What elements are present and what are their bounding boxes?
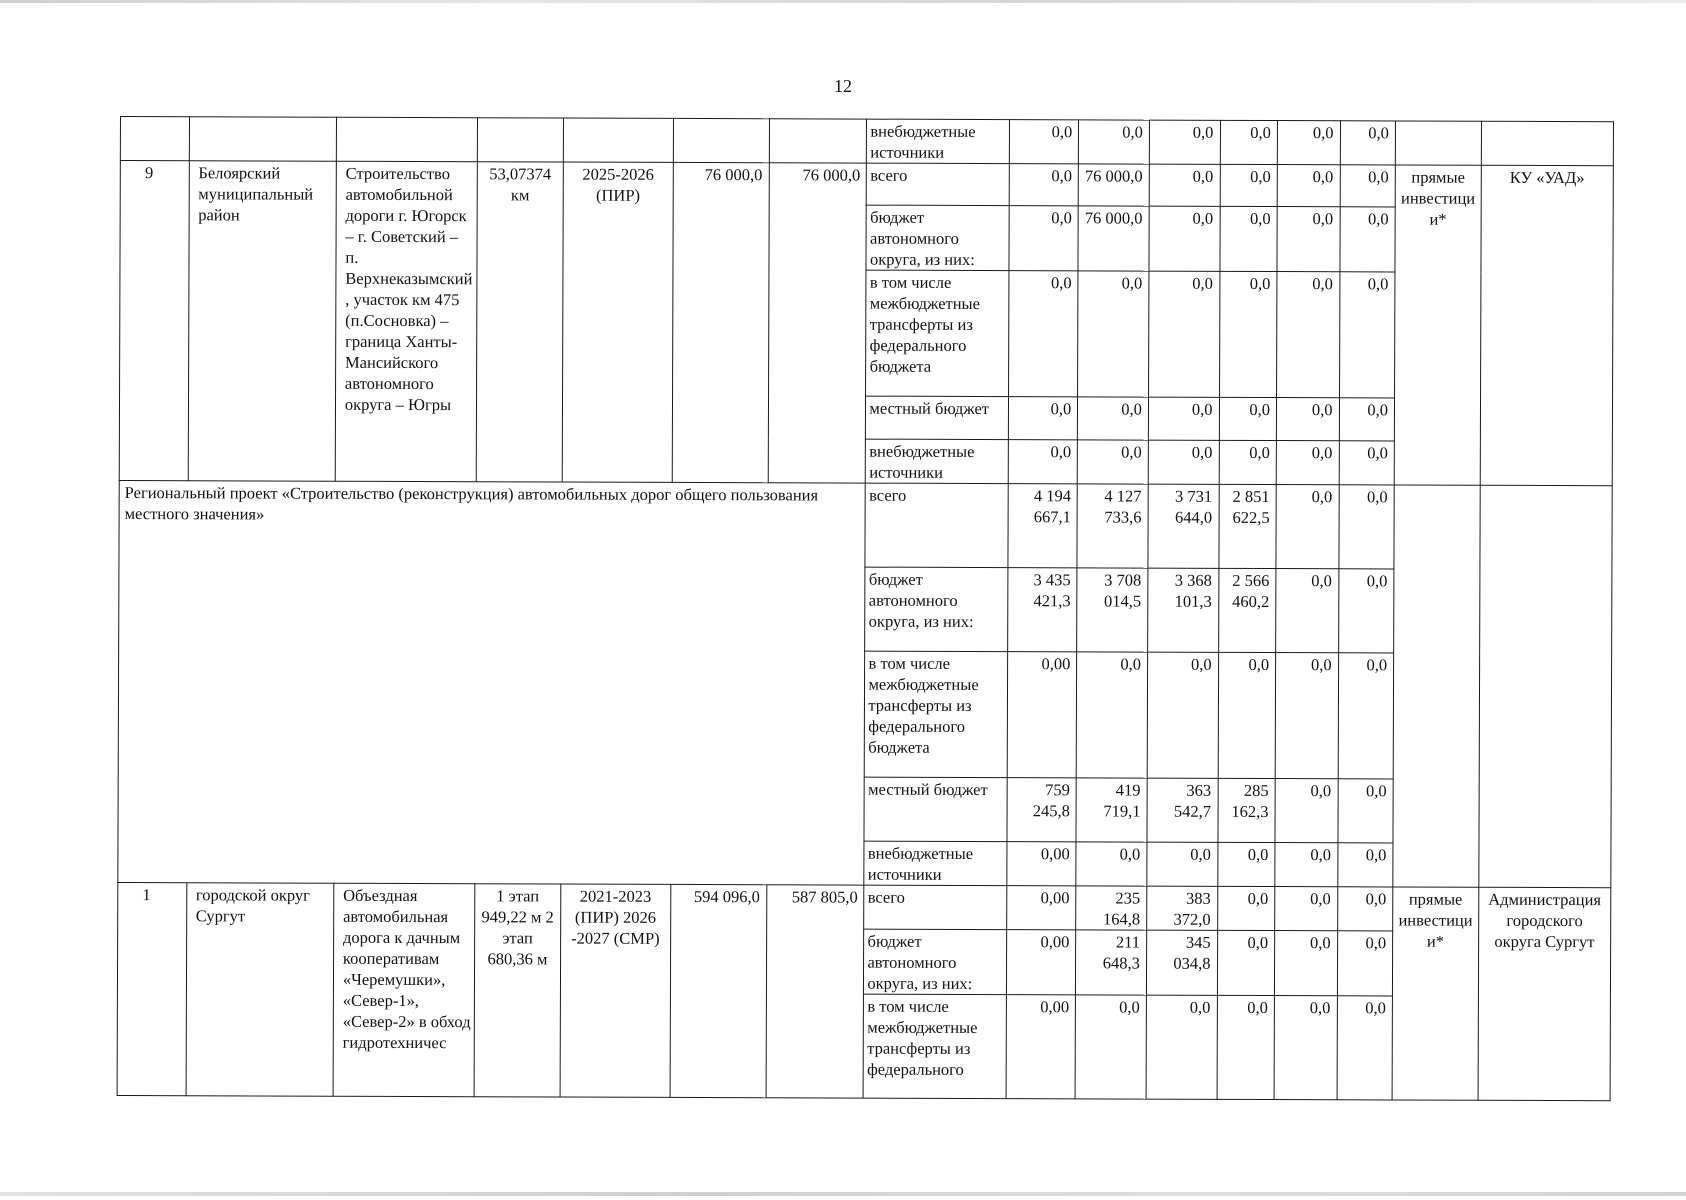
value-cell: 0,0 bbox=[1277, 165, 1340, 207]
source-label: всего bbox=[865, 483, 1008, 567]
source-label: местный бюджет bbox=[866, 396, 1008, 439]
value-cell: 0,00 bbox=[1007, 652, 1077, 778]
capacity-cell: 1 этап 949,22 м 2 этап 680,36 м bbox=[474, 884, 560, 1097]
row-number: 1 bbox=[117, 882, 186, 1095]
value-cell: 0,0 bbox=[1219, 397, 1277, 440]
cost-cell: 594 096,0 bbox=[670, 884, 767, 1097]
value-cell: 0,00 bbox=[1006, 886, 1076, 930]
source-label: внебюджетные источники bbox=[864, 841, 1006, 885]
empty-cell bbox=[336, 117, 477, 161]
value-cell: 759 245,8 bbox=[1007, 778, 1077, 842]
source-label: всего bbox=[864, 885, 1006, 929]
empty-cell bbox=[673, 118, 769, 162]
value-cell: 383 372,0 bbox=[1147, 886, 1218, 930]
value-cell: 0,0 bbox=[1275, 653, 1338, 779]
value-cell: 3 708 014,5 bbox=[1077, 568, 1148, 652]
value-cell: 0,0 bbox=[1340, 121, 1396, 165]
value-cell: 2 851 622,5 bbox=[1218, 484, 1276, 568]
source-label: внебюджетные источники bbox=[867, 119, 1009, 163]
value-cell: 0,00 bbox=[1006, 930, 1076, 995]
value-cell: 0,0 bbox=[1149, 206, 1220, 271]
value-cell: 0,0 bbox=[1147, 842, 1218, 886]
value-cell: 3 731 644,0 bbox=[1148, 484, 1219, 568]
value-cell: 0,0 bbox=[1149, 120, 1220, 164]
value-cell: 0,0 bbox=[1076, 842, 1147, 886]
source-label: внебюджетные источники bbox=[866, 439, 1008, 483]
source-label: бюджет автономного округа, из них: bbox=[864, 929, 1006, 994]
value-cell: 235 164,8 bbox=[1076, 886, 1147, 930]
empty-cell bbox=[563, 118, 673, 162]
municipality-cell: городской округ Сургут bbox=[186, 883, 334, 1097]
empty-cell bbox=[769, 119, 867, 163]
empty-cell bbox=[189, 117, 336, 162]
table-row bbox=[119, 480, 1612, 569]
value-cell: 0,0 bbox=[1274, 996, 1337, 1100]
source-label: бюджет автономного округа, из них: bbox=[866, 205, 1008, 270]
value-cell: 0,0 bbox=[1339, 272, 1395, 398]
value-cell: 0,0 bbox=[1148, 440, 1219, 484]
value-cell: 0,0 bbox=[1338, 779, 1394, 843]
financing-table bbox=[117, 116, 1614, 1101]
empty-cell bbox=[120, 117, 189, 161]
value-cell: 76 000,0 bbox=[1078, 164, 1149, 206]
value-cell: 0,0 bbox=[1217, 886, 1275, 930]
source-label: в том числе межбюджетные трансферты из федерального бюджета bbox=[866, 270, 1009, 396]
value-cell: 0,0 bbox=[1220, 120, 1278, 164]
value-cell: 0,0 bbox=[1008, 440, 1078, 484]
page-number: 12 bbox=[834, 76, 852, 96]
period-cell: 2025-2026 (ПИР) bbox=[562, 162, 673, 482]
table-row bbox=[120, 161, 1613, 208]
value-cell: 363 542,7 bbox=[1147, 778, 1218, 842]
value-cell: 0,0 bbox=[1277, 272, 1340, 398]
value-cell: 0,0 bbox=[1338, 485, 1394, 569]
value-cell: 0,00 bbox=[1007, 842, 1077, 886]
object-cell: Объездная автомобильная дорога к дачным кооперативам «Черемушки», «Север-1», «Север-2» в обход гидротехничес bbox=[333, 883, 475, 1096]
value-cell: 0,0 bbox=[1339, 207, 1395, 272]
period-cell: 2021-2023 (ПИР) 2026 -2027 (СМР) bbox=[560, 884, 671, 1097]
value-cell: 0,0 bbox=[1009, 164, 1079, 206]
value-cell: 0,0 bbox=[1275, 843, 1338, 887]
executor-cell: Администрация городского округа Сургут bbox=[1478, 887, 1611, 1100]
source-label: в том числе межбюджетные трансферты из федерального бюджета bbox=[865, 651, 1008, 777]
value-cell: 211 648,3 bbox=[1076, 930, 1147, 995]
municipality-cell: Белоярский муниципальный район bbox=[188, 161, 336, 482]
value-cell: 419 719,1 bbox=[1076, 778, 1147, 842]
value-cell: 4 194 667,1 bbox=[1008, 484, 1078, 568]
value-cell: 0,0 bbox=[1148, 271, 1219, 397]
object-cell: Строительство автомобильной дороги г. Югорск – г. Советский – п. Верхнеказымский, участок км 475 (п.Сосновка) – граница Ханты-Мансийского автономного округа – Югры bbox=[335, 161, 477, 481]
value-cell: 0,0 bbox=[1217, 995, 1275, 1099]
regional-project-title: Региональный проект «Строительство (реконструкция) автомобильных дорог общего пользования местного значения» bbox=[118, 480, 866, 885]
value-cell: 0,0 bbox=[1149, 164, 1220, 206]
value-cell: 0,0 bbox=[1220, 164, 1278, 206]
investment-form-cell: прямые инвестиции* bbox=[1394, 165, 1481, 485]
value-cell: 0,0 bbox=[1217, 930, 1275, 995]
value-cell: 0,0 bbox=[1219, 206, 1277, 271]
cost-cell: 587 805,0 bbox=[766, 885, 865, 1098]
value-cell: 0,0 bbox=[1277, 207, 1340, 272]
empty-cell bbox=[1481, 121, 1613, 165]
value-cell: 0,0 bbox=[1339, 398, 1395, 441]
value-cell: 0,0 bbox=[1276, 441, 1339, 485]
value-cell: 76 000,0 bbox=[1078, 206, 1149, 271]
empty-cell bbox=[1393, 485, 1480, 887]
source-label: бюджет автономного округа, из них: bbox=[865, 567, 1008, 651]
value-cell: 0,0 bbox=[1078, 440, 1149, 484]
scan-edge-top bbox=[0, 0, 1686, 3]
value-cell: 0,0 bbox=[1275, 887, 1338, 931]
value-cell: 0,0 bbox=[1148, 397, 1219, 440]
value-cell: 0,0 bbox=[1008, 397, 1078, 440]
investment-form-cell: прямые инвестиции* bbox=[1392, 887, 1478, 1100]
empty-cell bbox=[1395, 121, 1481, 165]
value-cell: 0,0 bbox=[1337, 996, 1393, 1100]
value-cell: 0,0 bbox=[1075, 995, 1146, 1099]
cost-cell: 76 000,0 bbox=[768, 163, 867, 483]
value-cell: 0,0 bbox=[1337, 843, 1393, 887]
value-cell: 0,0 bbox=[1079, 120, 1150, 164]
value-cell: 0,0 bbox=[1339, 441, 1395, 485]
value-cell: 0,0 bbox=[1219, 440, 1277, 484]
cost-cell: 76 000,0 bbox=[672, 162, 769, 482]
value-cell: 0,0 bbox=[1008, 271, 1078, 397]
value-cell: 0,0 bbox=[1277, 121, 1340, 165]
value-cell: 0,0 bbox=[1276, 485, 1339, 569]
value-cell: 0,0 bbox=[1337, 887, 1393, 931]
value-cell: 3 368 101,3 bbox=[1148, 568, 1219, 652]
value-cell: 0,0 bbox=[1275, 779, 1338, 843]
source-label: местный бюджет bbox=[864, 777, 1006, 841]
value-cell: 0,0 bbox=[1147, 652, 1218, 778]
executor-cell: КУ «УАД» bbox=[1480, 165, 1613, 485]
row-number: 9 bbox=[119, 161, 189, 481]
value-cell: 0,0 bbox=[1274, 931, 1337, 996]
value-cell: 0,0 bbox=[1217, 842, 1275, 886]
value-cell: 0,0 bbox=[1009, 120, 1079, 164]
value-cell: 0,0 bbox=[1276, 569, 1339, 653]
value-cell: 0,0 bbox=[1337, 931, 1393, 996]
value-cell: 0,0 bbox=[1218, 652, 1276, 778]
value-cell: 2 566 460,2 bbox=[1218, 568, 1276, 652]
value-cell: 0,0 bbox=[1338, 569, 1394, 653]
table-row bbox=[120, 117, 1613, 166]
empty-cell bbox=[477, 118, 563, 162]
value-cell: 0,00 bbox=[1006, 995, 1076, 1099]
table-row bbox=[118, 882, 1611, 931]
value-cell: 0,0 bbox=[1340, 165, 1396, 207]
capacity-cell: 53,07374 км bbox=[476, 162, 563, 482]
value-cell: 0,0 bbox=[1078, 397, 1149, 440]
value-cell: 0,0 bbox=[1146, 995, 1217, 1099]
value-cell: 285 162,3 bbox=[1217, 778, 1275, 842]
value-cell: 0,0 bbox=[1276, 398, 1339, 441]
value-cell: 345 034,8 bbox=[1146, 930, 1217, 995]
value-cell: 0,0 bbox=[1338, 653, 1394, 779]
value-cell: 0,0 bbox=[1219, 271, 1277, 397]
source-label: всего bbox=[867, 163, 1009, 205]
value-cell: 3 435 421,3 bbox=[1007, 568, 1077, 652]
scan-edge-bottom bbox=[0, 1192, 1686, 1196]
value-cell: 0,0 bbox=[1078, 271, 1149, 397]
value-cell: 0,0 bbox=[1009, 206, 1079, 271]
value-cell: 0,0 bbox=[1076, 652, 1147, 778]
source-label: в том числе межбюджетные трансферты из федерального bbox=[864, 994, 1007, 1098]
empty-cell bbox=[1479, 485, 1613, 887]
value-cell: 4 127 733,6 bbox=[1077, 484, 1148, 568]
